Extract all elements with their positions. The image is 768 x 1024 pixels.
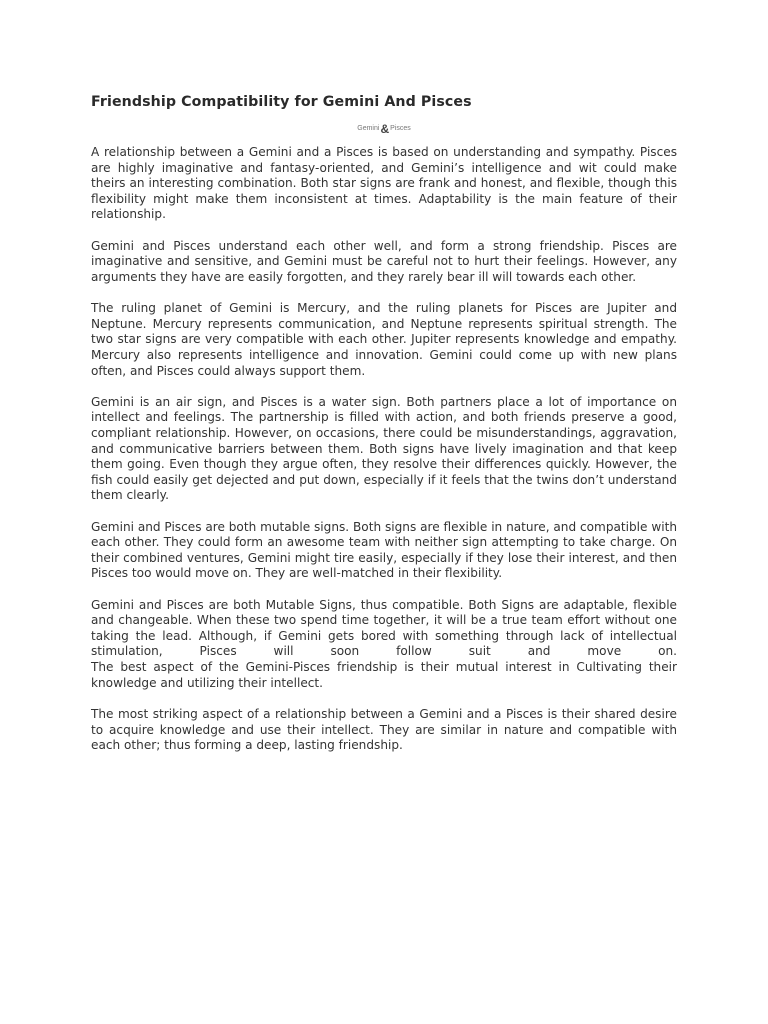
paragraph-5: Gemini and Pisces are both mutable signs. Both signs are flexible in nature, and compatible with each other. They could form an awesome team with neither sign attempting to take charge. On their combined ventures, Gemini might tire easily, especially if they lose their interest, and then Pisces too would move on. They are well-matched in their flexibility. <box>91 519 677 581</box>
compatibility-image <box>91 121 677 137</box>
image-caption-left: Gemini <box>357 125 380 132</box>
image-caption-right: Pisces <box>390 125 411 132</box>
paragraph-6: Gemini and Pisces are both Mutable Signs, thus compatible. Both Signs are adaptable, flexible and changeable. When these two spend time together, it will be a true team effort without one taking the lead. Although, if Gemini gets bored with something through lack of intellectual stimulation, Pisces will soon follow suit and move on. <box>91 597 677 659</box>
paragraph-3: The ruling planet of Gemini is Mercury, and the ruling planets for Pisces are Jupiter and Neptune. Mercury represents communication, and Neptune represents spiritual strength. The two star signs are very compatible with each other. Jupiter represents knowledge and empathy. Mercury also represents intelligence and innovation. Gemini could come up with new plans often, and Pisces could always support them. <box>91 301 677 378</box>
paragraph-4: Gemini is an air sign, and Pisces is a water sign. Both partners place a lot of importance on intellect and feelings. The partnership is filled with action, and both friends preserve a good, compliant relationship. However, on occasions, there could be misunderstandings, aggravation, and communicative barriers between them. Both signs have lively imagination and that keep them going. Even though they argue often, they resolve their differences quickly. However, the fish could easily get dejected and put down, especially if it feels that the twins don’t understand them clearly. <box>91 394 677 503</box>
paragraph-7: The best aspect of the Gemini-Pisces friendship is their mutual interest in Cultivating their knowledge and utilizing their intellect. <box>91 660 677 690</box>
paragraph-2: Gemini and Pisces understand each other well, and form a strong friendship. Pisces are imaginative and sensitive, and Gemini must be careful not to hurt their feelings. However, any arguments they have are easily forgotten, and they rarely bear ill will towards each other. <box>91 238 677 284</box>
paragraph-1: A relationship between a Gemini and a Pisces is based on understanding and sympathy. Pisces are highly imaginative and fantasy-oriented, and Gemini’s intelligence and wit could make theirs an interesting combination. Both star signs are frank and honest, and flexible, though this flexibility might make them inconsistent at times. Adaptability is the main feature of their relationship. <box>91 145 677 222</box>
paragraph-6-group <box>91 598 677 692</box>
document-page <box>91 93 677 769</box>
page-title: Friendship Compatibility for Gemini And Pisces <box>91 94 472 110</box>
image-caption-amp: & <box>380 122 390 136</box>
paragraph-8: The most striking aspect of a relationship between a Gemini and a Pisces is their shared desire to acquire knowledge and use their intellect. They are similar in nature and compatible with each other; thus forming a deep, lasting friendship. <box>91 706 677 753</box>
